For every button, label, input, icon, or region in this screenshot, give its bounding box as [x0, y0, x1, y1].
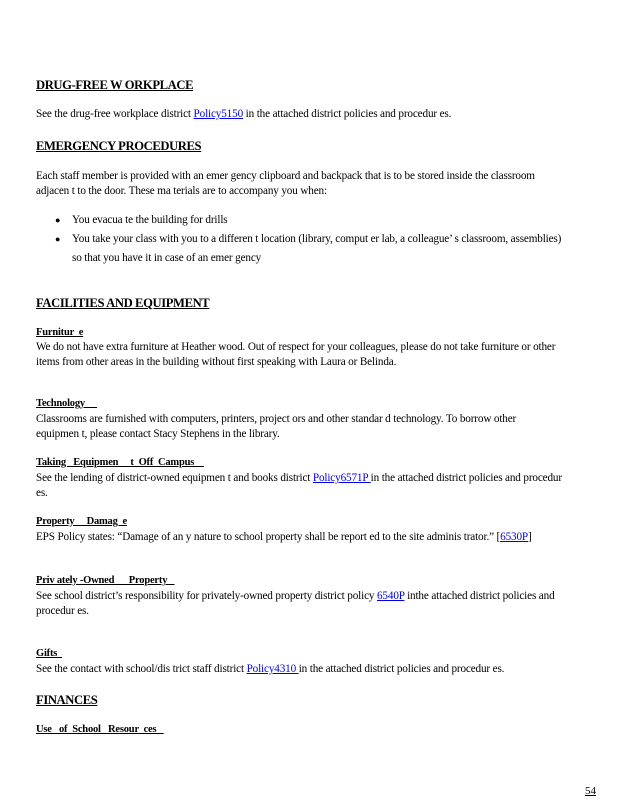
privately-owned-paragraph: See school district’s responsibility for privately-owned property district policy 6540P inthe attached district policies and procedur es.	[36, 590, 555, 617]
policy-6571p-link[interactable]: Policy6571P	[312, 472, 371, 484]
emergency-paragraph: Each staff member is provided with an emer gency clipboard and backpack that is to be stored inside the classroom adjacen t to the door. These ma terials are to accompany you when:	[36, 170, 535, 197]
bullet-icon: ●	[55, 234, 61, 244]
policy-5150-link[interactable]: Policy5150	[193, 108, 244, 120]
property-damage-subheading: Property Damag e	[36, 516, 127, 527]
finances-heading: FINANCES	[36, 692, 98, 707]
taking-equipment-subheading: Taking Equipmen t Off Campus	[36, 457, 204, 468]
policy-6540p-link[interactable]: 6540P	[376, 590, 405, 602]
policy-4310-link[interactable]: Policy4310	[246, 663, 299, 675]
emergency-bullet-list	[36, 211, 566, 268]
technology-paragraph: Classrooms are furnished with computers, printers, project ors and other standar d technology. To borrow other equipmen t, please contact Stacy Stephens in the library.	[36, 413, 517, 440]
facilities-heading: FACILITIES AND EQUIPMENT	[36, 295, 210, 310]
drug-free-paragraph: See the drug-free workplace district Policy5150 in the attached district policies and procedur es.	[36, 108, 452, 120]
drug-free-heading: DRUG-FREE W ORKPLACE	[36, 77, 194, 92]
list-item: ● You evacua te the building for drills	[36, 211, 566, 230]
property-damage-paragraph: EPS Policy states: “Damage of an y nature to school property shall be report ed to the site adminis trator.” [6530P]	[36, 531, 532, 543]
use-of-school-resources-subheading: Use of School Resour ces	[36, 724, 164, 735]
furniture-paragraph: We do not have extra furniture at Heather wood. Out of respect for your colleagues, please do not take furniture or other items from other areas in the building without first speaking with Laura or Belinda.	[36, 341, 556, 368]
gifts-paragraph: See the contact with school/dis trict staff district Policy4310 in the attached district policies and procedur es.	[36, 663, 505, 675]
privately-owned-subheading: Priv ately -Owned Property	[36, 575, 175, 586]
list-item: ● You take your class with you to a differen t location (library, comput er lab, a colleague’ s classroom, assemblies) so that you have it in case of an emer gency	[36, 230, 566, 268]
policy-6530p-link[interactable]: 6530P	[500, 531, 528, 543]
bullet-icon: ●	[55, 215, 61, 225]
emergency-heading: EMERGENCY PROCEDURES	[36, 138, 202, 153]
furniture-subheading: Furnitur e	[36, 327, 84, 338]
technology-subheading: Technology	[36, 398, 98, 409]
gifts-subheading: Gifts	[36, 648, 63, 659]
taking-equipment-paragraph: See the lending of district-owned equipmen t and books district Policy6571P in the attached district policies and procedur es.	[36, 472, 562, 499]
page-number: 54	[585, 785, 596, 797]
